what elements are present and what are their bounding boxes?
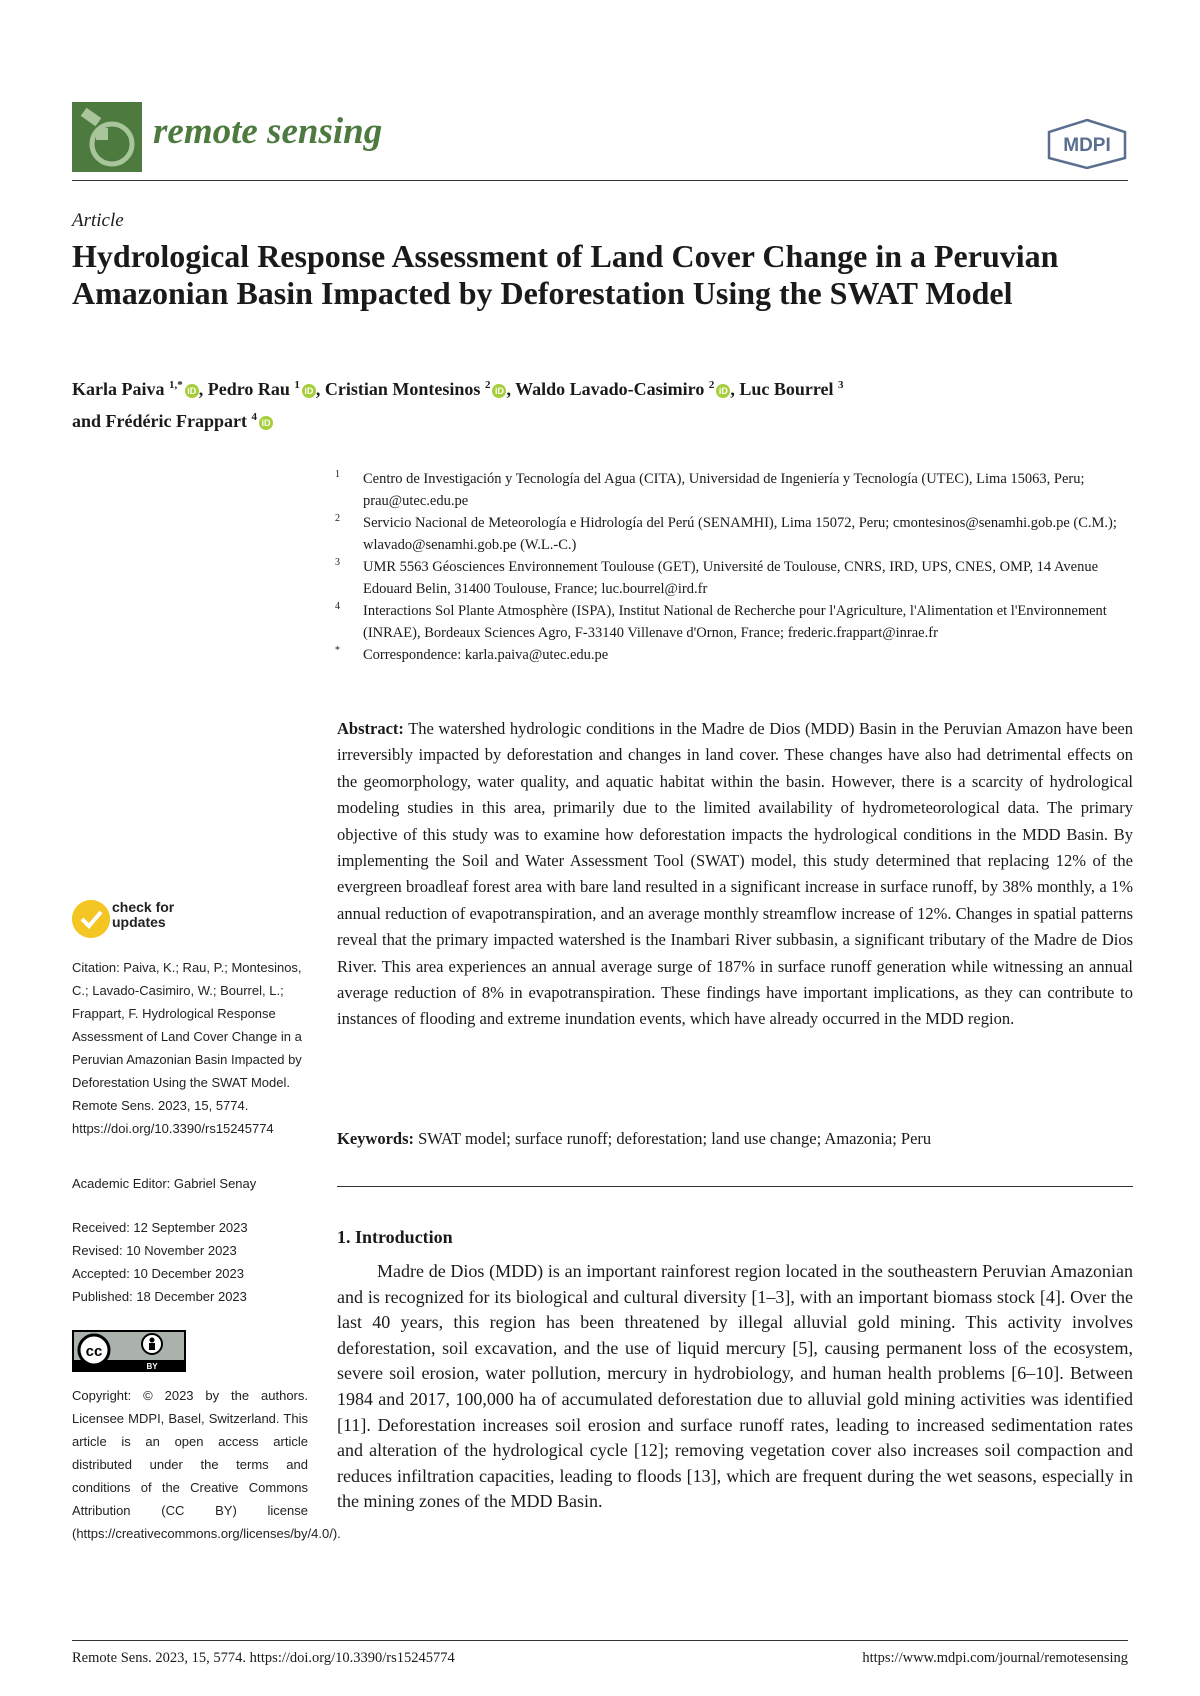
author-name[interactable]: Luc Bourrel [739, 379, 834, 399]
orcid-icon[interactable]: iD [716, 384, 730, 398]
author-affiliation-mark: 2 [708, 379, 715, 391]
check-for-updates-button[interactable]: check for updates [112, 899, 175, 930]
svg-text:cc: cc [85, 1343, 103, 1360]
publisher-name: MDPI [1063, 135, 1111, 156]
author-affiliation-mark: 4 [251, 411, 257, 423]
author-name[interactable]: Karla Paiva [72, 379, 165, 399]
section-paragraph: Madre de Dios (MDD) is an important rainforest region located in the southeastern Peruvian Amazonian and is recognized for its biological and cultural diversity [1–3], with an important biomass stock [4]. Over the last 40 years, this region has been threatened by illegal alluvial gold mining. This activity involves deforestation, soil excavation, and the use of liquid mercury [5], causing permanent loss of the ecosystem, severe soil erosion, water pollution, mercury in hydrobiology, and human health problems [6–10]. Between 1984 and 2017, 100,000 ha of accumulated deforestation due to alluvial gold mining activities was identified [11]. Deforestation increases soil erosion and surface runoff rates, leading to increased sedimentation rates and alteration of the hydrological cycle [12]; removing vegetation cover also increases soil compaction and reduces infiltration capacities, leading to floods [13], which are frequent during the wet seasons, especially in the mining zones of the MDD Basin. [337, 1261, 1133, 1512]
keywords [337, 1129, 1133, 1149]
orcid-icon[interactable]: iD [185, 384, 199, 398]
affiliation-list [335, 468, 1135, 666]
citation: Citation: Paiva, K.; Rau, P.; Montesinos, C.; Lavado-Casimiro, W.; Bourrel, L.; Frappart, F. Hydrological Response Assessment of Land Cover Change in a Peruvian Amazonian Basin Impacted by Deforestation Using the SWAT Model. Remote Sens. 2023, 15, 5774. https://doi.org/10.3390/rs15245774 [72, 960, 302, 1136]
footer-journal-link[interactable]: https://www.mdpi.com/journal/remotesensing [862, 1650, 1128, 1666]
author-affiliation-mark: 2 [484, 379, 491, 391]
abstract [337, 716, 1133, 1033]
author-name[interactable]: Cristian Montesinos [324, 379, 481, 399]
affiliation-item: 2 Servicio Nacional de Meteorología e Hidrología del Perú (SENAMHI), Lima 15072, Peru; cmontesinos@senamhi.gob.pe (C.M.); wlavado@senamhi.gob.pe (W.L.-C.) [335, 513, 1117, 553]
section-divider [337, 1186, 1133, 1187]
cc-license-icon[interactable] [72, 1330, 186, 1372]
check-for-updates-icon[interactable] [72, 900, 110, 938]
date-accepted: Accepted: 10 December 2023 [72, 1266, 244, 1281]
date-received: Received: 12 September 2023 [72, 1220, 248, 1235]
academic-editor: Academic Editor: Gabriel Senay [72, 1176, 257, 1191]
copyright-notice: Copyright: © 2023 by the authors. Licensee MDPI, Basel, Switzerland. This article is an open access article distributed under the terms and conditions of the Creative Commons Attribution (CC BY) license (https://creativecommons.org/licenses/by/4.0/). [72, 1388, 341, 1541]
keywords-label: Keywords: [337, 1129, 414, 1148]
author-affiliation-mark: 3 [838, 379, 844, 391]
journal-name: remote sensing [153, 111, 383, 152]
author-name[interactable]: Frédéric Frappart [105, 411, 247, 431]
abstract-label: Abstract: [337, 719, 404, 738]
abstract-text: The watershed hydrologic conditions in the Madre de Dios (MDD) Basin in the Peruvian Amazon have been irreversibly impacted by deforestation and changes in land cover. These changes have also had detrimental effects on the geomorphology, water quality, and aquatic habitat within the basin. However, there is a scarcity of hydrological modeling studies in this area, primarily due to the limited availability of hydrometeorological data. The primary objective of this study was to examine how deforestation impacts the hydrological conditions in the MDD Basin. By implementing the Soil and Water Assessment Tool (SWAT) model, this study determined that replacing 12% of the evergreen broadleaf forest area with bare land resulted in a significant increase in surface runoff, by 38% monthly, a 1% annual reduction of evapotranspiration, and an average monthly streamflow increase of 12%. Changes in spatial patterns reveal that the primary impacted watershed is the Inambari River subbasin, a significant tributary of the Madre de Dios River. This area experiences an annual average surge of 187% in surface runoff generation while witnessing an annual average reduction of 8% in evapotranspiration. These findings have important implications, as they can contribute to instances of flooding and extreme inundation events, which have already occurred in the MDD region. [337, 719, 1133, 1029]
svg-text:BY: BY [146, 1362, 158, 1371]
keywords-text: SWAT model; surface runoff; deforestation; land use change; Amazonia; Peru [418, 1129, 932, 1148]
date-revised: Revised: 10 November 2023 [72, 1243, 237, 1258]
publisher-logo [1045, 118, 1129, 170]
footer-citation[interactable]: Remote Sens. 2023, 15, 5774. https://doi.org/10.3390/rs15245774 [72, 1650, 455, 1666]
correspondence: * Correspondence: karla.paiva@utec.edu.pe [335, 645, 609, 663]
orcid-icon[interactable]: iD [302, 384, 316, 398]
orcid-icon[interactable]: iD [492, 384, 506, 398]
affiliation-item: 3 UMR 5563 Géosciences Environnement Toulouse (GET), Université de Toulouse, CNRS, IRD, UPS, CNES, OMP, 14 Avenue Edouard Belin, 31400 Toulouse, France; luc.bourrel@ird.fr [335, 557, 1099, 597]
orcid-icon[interactable]: iD [259, 416, 273, 430]
publication-dates [72, 1216, 248, 1308]
author-affiliation-mark: 1,* [169, 379, 183, 391]
header-divider [72, 180, 1128, 181]
author-list: Karla Paiva $^{1,*}$ iD , Pedro Rau $^1$ iD , Cristian Montesinos $^2$ iD , Waldo Lavado-Casimiro $^2$ iD , Luc Bourrel $^3$ and Frédéric Frappart $^4$ iD [72, 379, 844, 431]
footer-divider [72, 1640, 1128, 1641]
article-type: Article [72, 210, 124, 231]
affiliation-item: 4 Interactions Sol Plante Atmosphère (ISPA), Institut National de Recherche pour l'Agriculture, l'Alimentation et l'Environnement (INRAE), Bordeaux Sciences Agro, F-33140 Villenave d'Ornon, France; frederic.frappart@inrae.fr [335, 601, 1107, 641]
journal-logo-icon [72, 102, 142, 172]
section-heading: 1. Introduction [337, 1227, 453, 1247]
article-title: Hydrological Response Assessment of Land Cover Change in a Peruvian Amazonian Basin Impacted by Deforestation Using the SWAT Model [72, 238, 1059, 311]
affiliation-item: 1 Centro de Investigación y Tecnología del Agua (CITA), Universidad de Ingeniería y Tecnología (UTEC), Lima 15063, Peru; prau@utec.edu.pe [335, 469, 1085, 509]
date-published: Published: 18 December 2023 [72, 1289, 247, 1304]
author-name[interactable]: Pedro Rau [207, 379, 290, 399]
author-affiliation-mark: 1 [294, 379, 300, 391]
author-name[interactable]: Waldo Lavado-Casimiro [515, 379, 705, 399]
